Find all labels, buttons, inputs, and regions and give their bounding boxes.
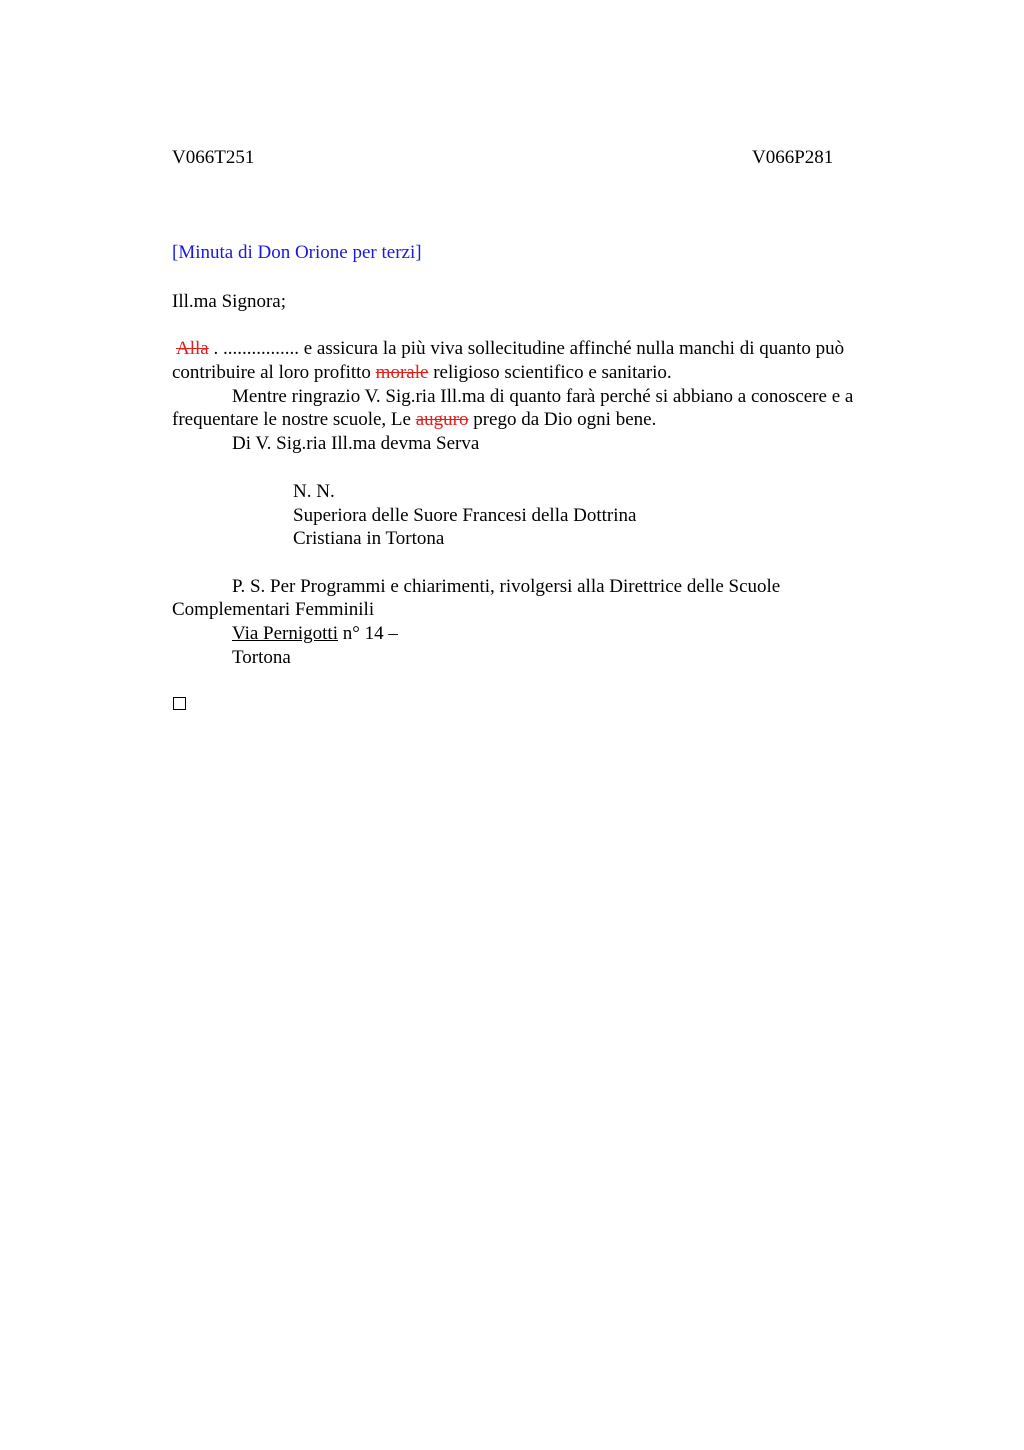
deleted-word: morale: [375, 362, 429, 383]
header-code-left: V066T251: [172, 147, 255, 168]
signature-title-line2: Cristiana in Tortona: [293, 528, 445, 549]
paragraph1-line2: [172, 361, 672, 385]
signature-name: N. N.: [293, 481, 335, 502]
postscript-address: [232, 622, 398, 646]
end-of-document-square-icon: [173, 697, 186, 710]
postscript-city: Tortona: [232, 647, 291, 668]
paragraph2-line1: Mentre ringrazio V. Sig.ria Ill.ma di quanto farà perché si abbiano a conoscere e a: [232, 386, 854, 407]
postscript-line1: P. S. Per Programmi e chiarimenti, rivolgersi alla Direttrice delle Scuole: [232, 576, 781, 597]
paragraph-text: . ................ e assicura la più viva sollecitudine affinché nulla manchi di quanto può: [208, 338, 845, 359]
closing-line: Di V. Sig.ria Ill.ma devma Serva: [232, 433, 480, 454]
paragraph-text: contribuire al loro profitto: [172, 362, 376, 383]
postscript-line2: Complementari Femminili: [172, 599, 375, 620]
header-code-right: V066P281: [752, 147, 834, 168]
paragraph-text: prego da Dio ogni bene.: [468, 409, 657, 430]
editorial-note: [Minuta di Don Orione per terzi]: [172, 242, 422, 263]
deleted-word: Alla: [176, 338, 209, 359]
salutation: Ill.ma Signora;: [172, 291, 286, 312]
street-name: Via Pernigotti: [232, 623, 338, 644]
paragraph-text: frequentare le nostre scuole, Le: [172, 409, 416, 430]
street-number: n° 14 –: [337, 623, 398, 644]
deleted-word: auguro: [415, 409, 469, 430]
signature-title-line1: Superiora delle Suore Francesi della Dottrina: [293, 505, 637, 526]
paragraph2-line2: [172, 408, 656, 432]
paragraph1-line1: [176, 337, 844, 361]
paragraph-text: religioso scientifico e sanitario.: [428, 362, 672, 383]
